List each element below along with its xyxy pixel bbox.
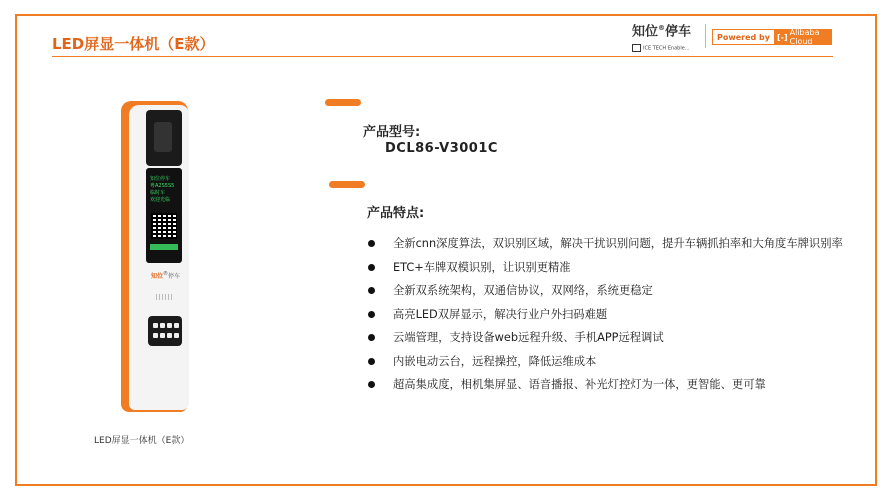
section-tag-model [325, 99, 361, 106]
device-screen-text [150, 176, 174, 204]
feature-item [368, 303, 848, 327]
powered-by-text: Powered by [717, 32, 770, 42]
features-list [368, 232, 848, 397]
feature-item [368, 279, 848, 303]
zhiwei-logo [632, 20, 698, 54]
key-icon [160, 323, 165, 328]
bullet-icon [368, 311, 375, 318]
feature-text: 全新双系统架构，双通信协议，双网络，系统更稳定 [393, 284, 653, 297]
device-camera-housing [146, 110, 182, 166]
key-icon [160, 333, 165, 338]
screen-line: 粤A2S5S5 [150, 183, 175, 189]
alibaba-cloud-icon: [-] [777, 32, 788, 42]
alibaba-cloud-badge [712, 29, 832, 45]
qr-caption-bar [150, 244, 178, 250]
screen-line: 知位停车 [150, 176, 171, 182]
device-brand-reg: ® [163, 271, 169, 277]
logo-divider [705, 24, 706, 48]
feature-text: 内嵌电动云台，远程操控，降低运维成本 [393, 354, 597, 368]
device-brand-text-2: 停车 [168, 273, 181, 280]
device-brand-text: 知位 [151, 273, 164, 280]
feature-item [368, 256, 848, 280]
logo-text: 知位 [632, 24, 659, 40]
key-icon [167, 333, 172, 338]
screen-line: 临时车 [150, 190, 166, 196]
registered-mark: ® [658, 24, 666, 32]
device-keypad [148, 316, 182, 346]
led-device-illustration [121, 101, 188, 412]
feature-item [368, 326, 848, 350]
bullet-icon [368, 381, 375, 388]
camera-lens-icon [154, 122, 172, 152]
feature-item [368, 350, 848, 374]
title-underline [52, 56, 833, 57]
page-title: LED屏显一体机（E款） [52, 35, 215, 53]
alibaba-cloud-label [774, 30, 831, 44]
feature-text: 超高集成度，相机集屏显、语音播报、补光灯控灯为一体，更智能、更可靠 [393, 378, 766, 391]
key-icon [153, 323, 158, 328]
bullet-icon [368, 240, 375, 247]
screen-line: 欢迎光临 [150, 197, 171, 203]
feature-text: 全新cnn深度算法，双识别区域，解决干扰识别问题，提升车辆抓拍率和大角度车牌识别率 [393, 237, 843, 250]
key-icon [174, 333, 179, 338]
feature-text: 云端管理，支持设备web远程升级、手机APP远程调试 [393, 331, 664, 344]
logo-text-2: 停车 [665, 24, 692, 40]
key-icon [153, 333, 158, 338]
device-brand-label [151, 271, 180, 280]
qr-code-icon [151, 213, 177, 239]
section-tag-features [329, 181, 365, 188]
feature-item [368, 373, 848, 397]
feature-item [368, 232, 848, 256]
bullet-icon [368, 287, 375, 294]
logo-box-icon [632, 44, 641, 52]
device-led-screen [146, 168, 182, 263]
bullet-icon [368, 358, 375, 365]
feature-text: ETC+车牌双模识别，让识别更精准 [393, 260, 571, 274]
alibaba-cloud-text: Alibaba Cloud [789, 28, 820, 46]
key-icon [174, 323, 179, 328]
features-label: 产品特点: [367, 206, 425, 221]
model-label: 产品型号: [363, 125, 421, 140]
device-caption: LED屏显一体机（E款） [94, 436, 190, 446]
speaker-grille-icon [156, 294, 172, 300]
logo-subtext: ICE TECH Enable... [643, 45, 690, 52]
key-icon [167, 323, 172, 328]
bullet-icon [368, 264, 375, 271]
bullet-icon [368, 334, 375, 341]
model-value: DCL86-V3001C [385, 141, 498, 156]
feature-text: 高亮LED双屏显示，解决行业户外扫码难题 [393, 307, 608, 321]
